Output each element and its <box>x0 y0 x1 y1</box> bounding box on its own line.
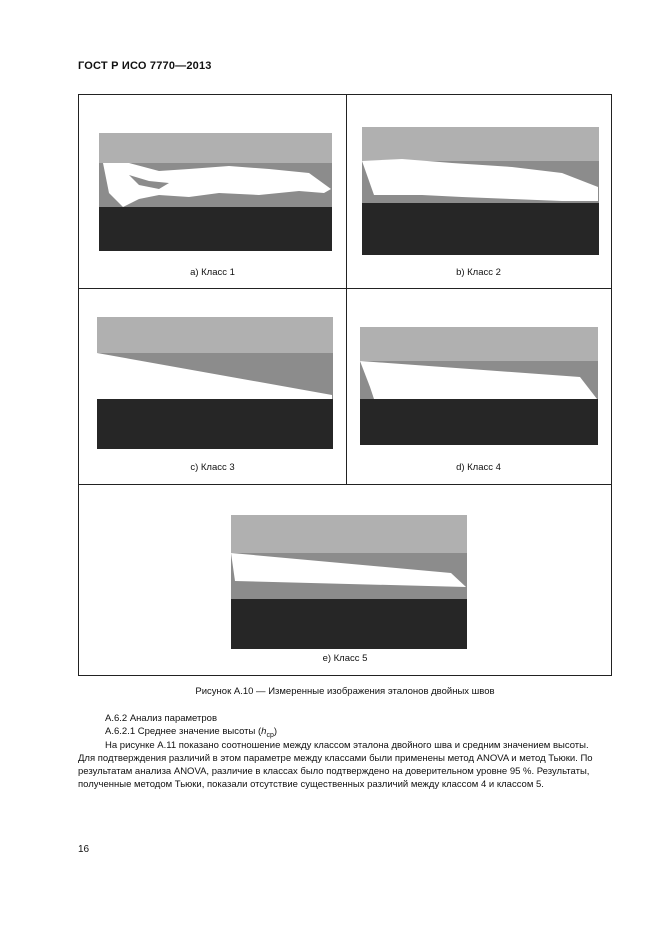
weld-image-class-1 <box>99 133 332 251</box>
panel-caption-e: e) Класс 5 <box>322 653 368 664</box>
grid-hline <box>79 484 611 485</box>
figure-table <box>78 94 612 676</box>
grid-vline <box>346 95 347 485</box>
body-line-3: результатам анализа ANOVA, различие в классах было подтверждено на доверительном уровне 95 %. Результаты, <box>78 766 590 777</box>
body-line-2: Для подтверждения различий в этом параметре между классами были применены метод ANOVA и метод Тьюки. По <box>78 753 593 764</box>
panel-caption-c: c) Класс 3 <box>190 462 235 473</box>
document-header: ГОСТ Р ИСО 7770—2013 <box>78 60 212 72</box>
subsection-heading: А.6.2.1 Среднее значение высоты $(h_{ср})$ <box>105 726 278 739</box>
weld-image-class-4 <box>360 327 598 445</box>
figure-caption: Рисунок А.10 — Измеренные изображения эталонов двойных швов <box>195 686 495 697</box>
weld-image-class-2 <box>362 127 599 255</box>
panel-caption-b: b) Класс 2 <box>456 267 501 278</box>
weld-image-class-5 <box>231 515 467 649</box>
weld-image-class-3 <box>97 317 333 449</box>
panel-caption-d: d) Класс 4 <box>456 462 501 473</box>
body-line-1: На рисунке А.11 показано соотношение между классом эталона двойного шва и средним значением высоты. <box>105 740 589 751</box>
panel-caption-a: a) Класс 1 <box>190 267 235 278</box>
body-line-4: полученные методом Тьюки, показали отсутствие существенных различий между классом 4 и классом 5. <box>78 779 544 790</box>
grid-hline <box>79 288 611 289</box>
section-heading: А.6.2 Анализ параметров <box>105 713 217 724</box>
page-number: 16 <box>78 844 90 855</box>
